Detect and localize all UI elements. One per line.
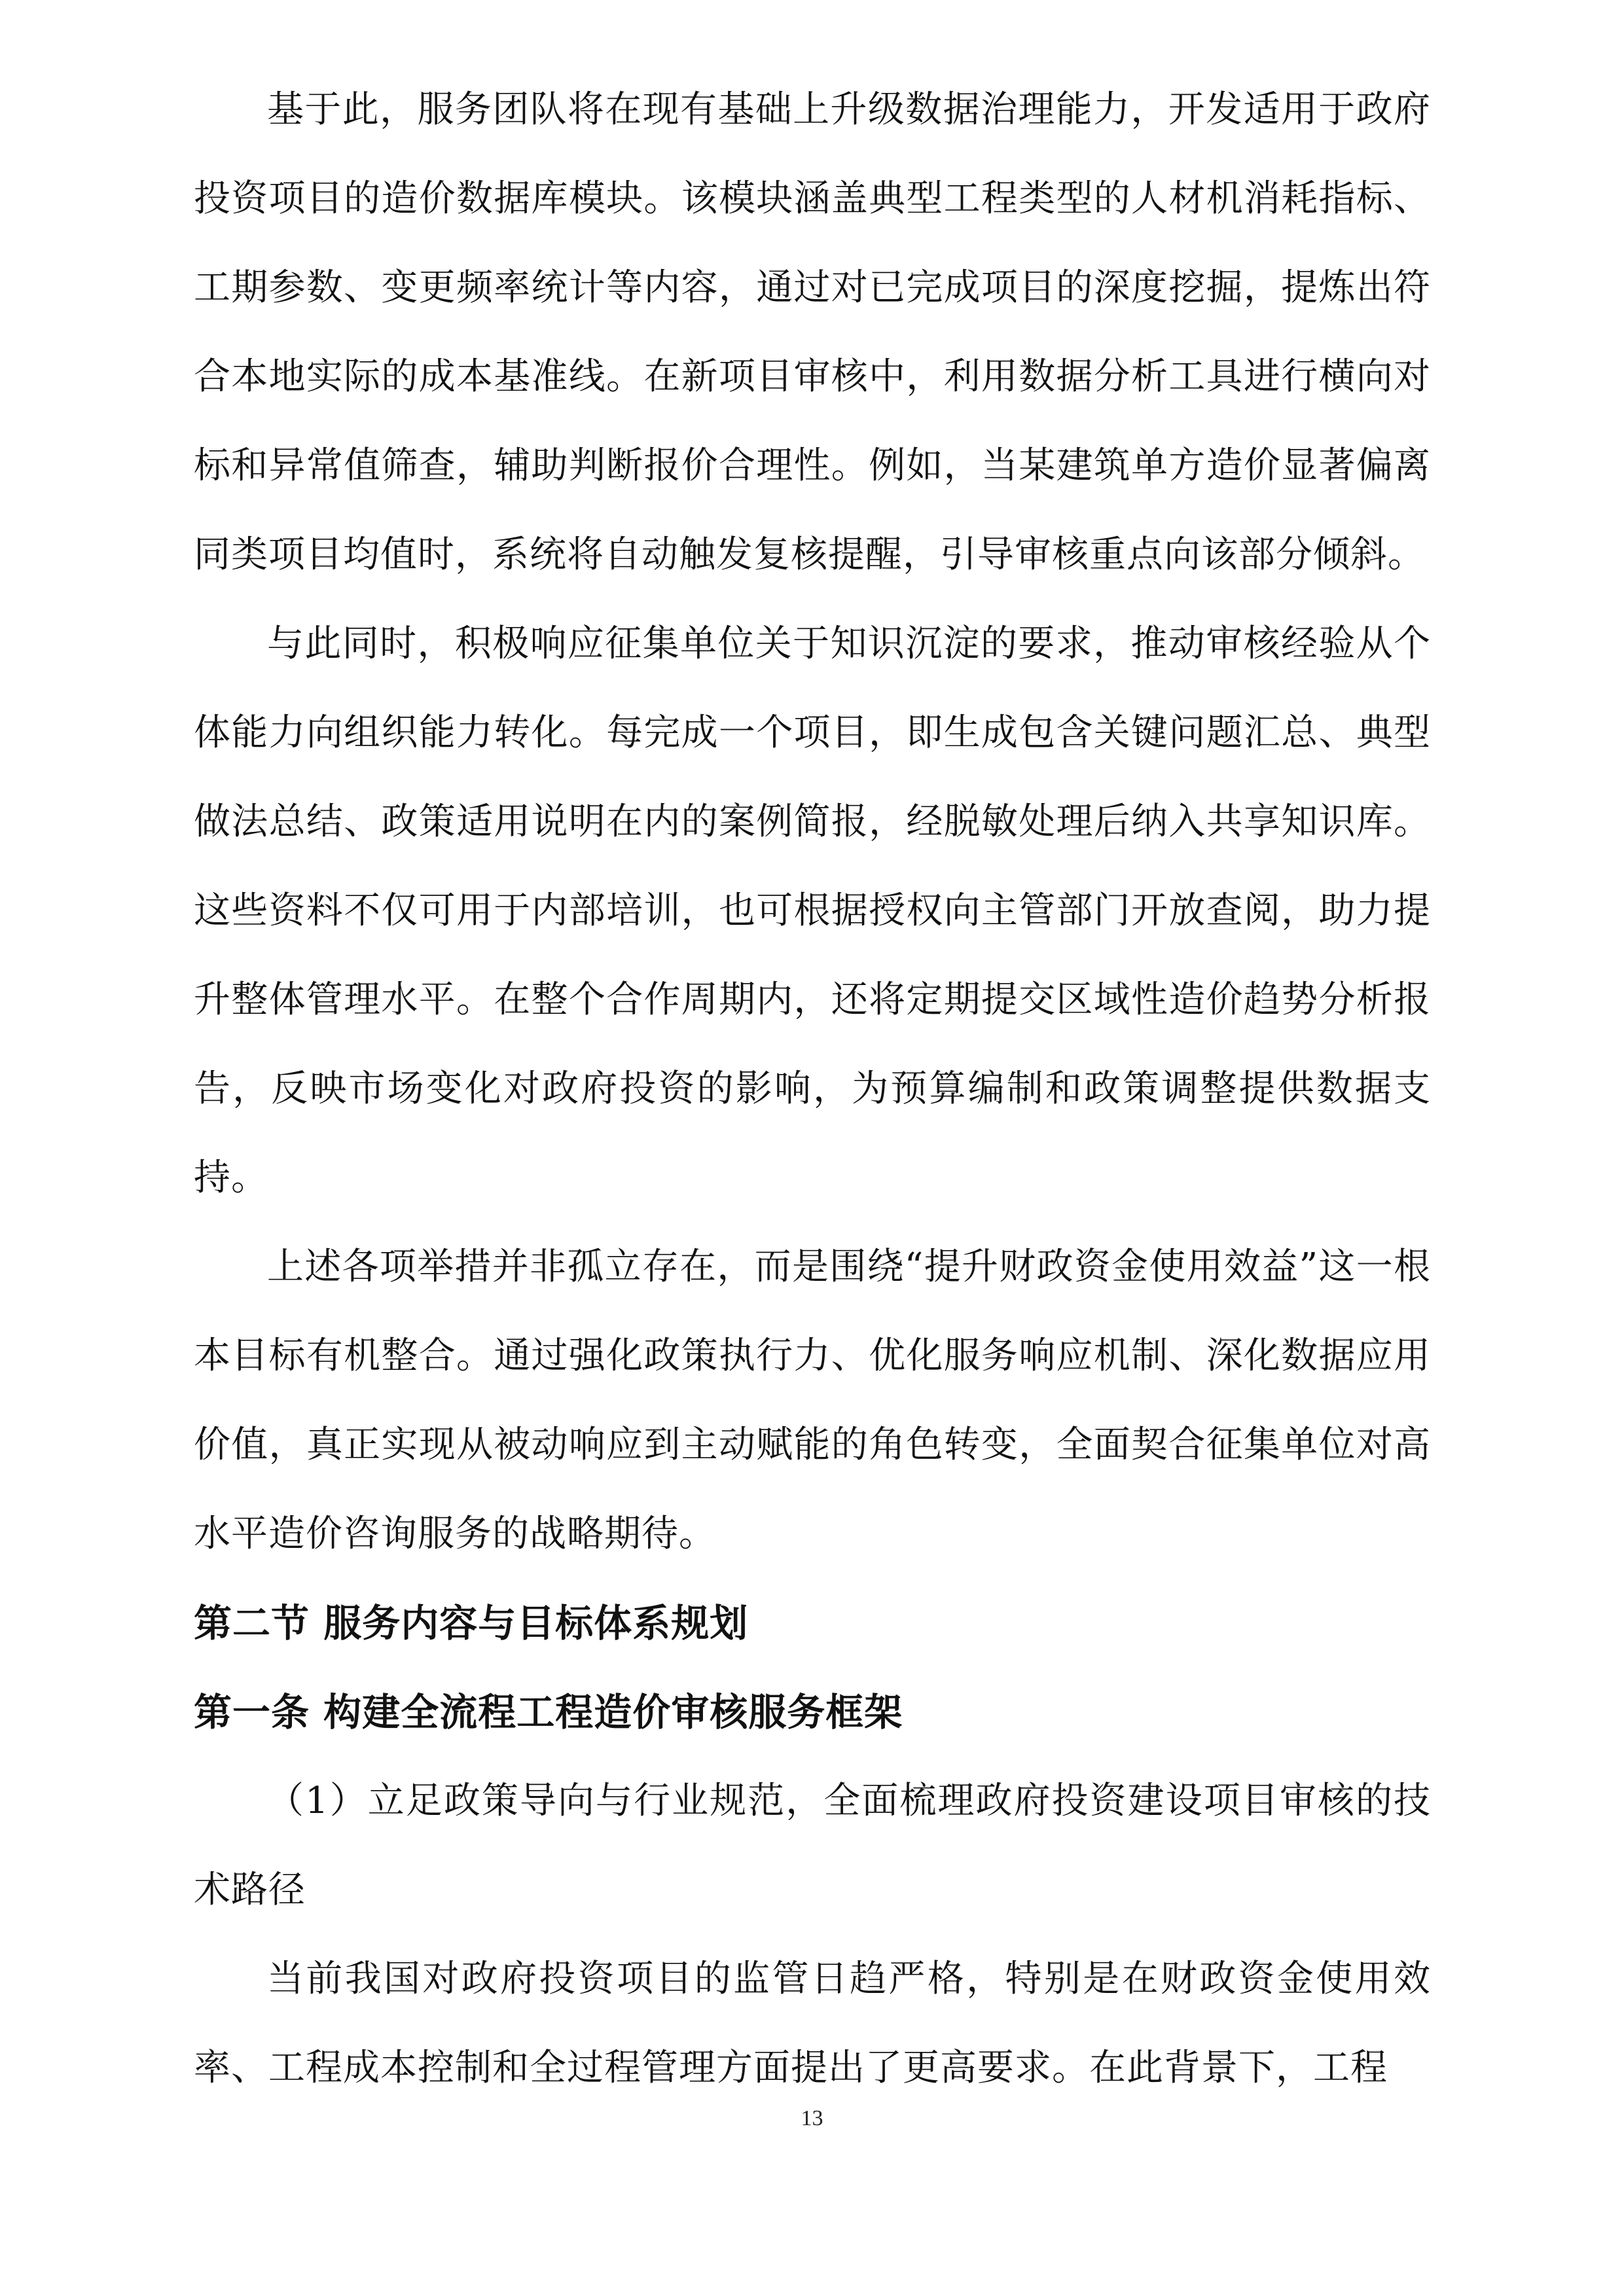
body-paragraph: 与此同时，积极响应征集单位关于知识沉淀的要求，推动审核经验从个体能力向组织能力转化。每完成一个项目，即生成包含关键问题汇总、典型做法总结、政策适用说明在内的案例简报，经脱敏处理后纳入共享知识库。这些资料不仅可用于内部培训，也可根据授权向主管部门开放查阅，助力提升整体管理水平。在整个合作周期内，还将定期提交区域性造价趋势分析报告，反映市场变化对政府投资的影响，为预算编制和政策调整提供数据支持。 <box>194 622 1431 1199</box>
body-paragraph: 基于此，服务团队将在现有基础上升级数据治理能力，开发适用于政府投资项目的造价数据库模块。该模块涵盖典型工程类型的人材机消耗指标、工期参数、变更频率统计等内容，通过对已完成项目的深度挖掘，提炼出符合本地实际的成本基准线。在新项目审核中，利用数据分析工具进行横向对标和异常值筛查，辅助判断报价合理性。例如，当某建筑单方造价显著偏离同类项目均值时，系统将自动触发复核提醒，引导审核重点向该部分倾斜。 <box>194 88 1431 576</box>
article-heading: 第一条 构建全流程工程造价审核服务框架 <box>194 1690 903 1734</box>
document-page <box>194 65 1431 2113</box>
body-paragraph: 当前我国对政府投资项目的监管日趋严格，特别是在财政资金使用效率、工程成本控制和全过程管理方面提出了更高要求。在此背景下，工程 <box>194 1958 1431 2089</box>
body-paragraph: 上述各项举措并非孤立存在，而是围绕“提升财政资金使用效益”这一根本目标有机整合。通过强化政策执行力、优化服务响应机制、深化数据应用价值，真正实现从被动响应到主动赋能的角色转变，全面契合征集单位对高水平造价咨询服务的战略期待。 <box>194 1246 1431 1555</box>
page-number: 13 <box>801 2106 823 2130</box>
section-heading: 第二节 服务内容与目标体系规划 <box>194 1601 749 1645</box>
list-item: （1）立足政策导向与行业规范，全面梳理政府投资建设项目审核的技术路径 <box>194 1780 1431 1911</box>
